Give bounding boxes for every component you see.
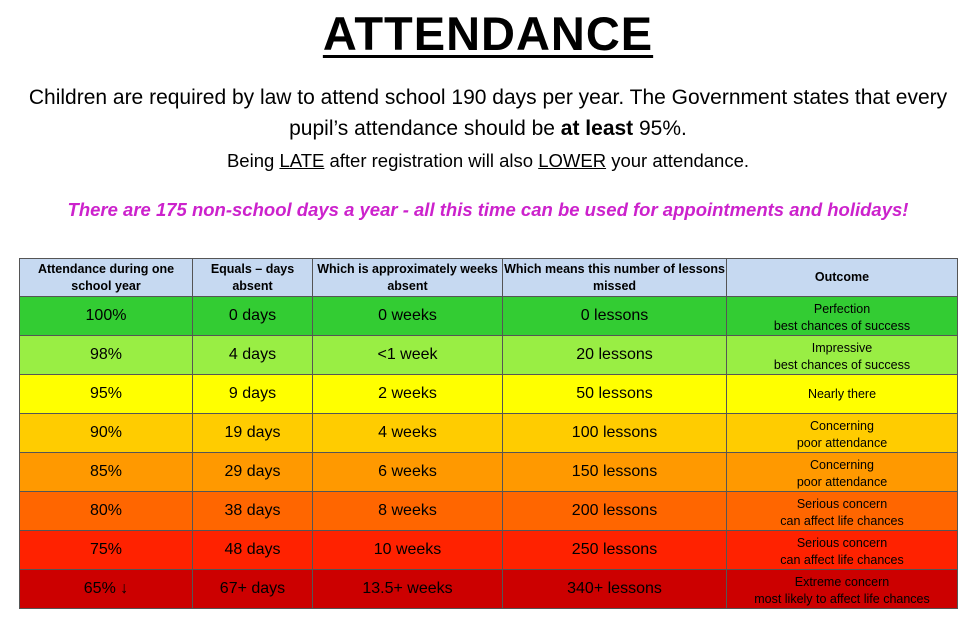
cell-outcome xyxy=(727,570,958,609)
cell-attendance: 90% xyxy=(20,414,193,453)
cell-lessons: 250 lessons xyxy=(503,531,727,570)
cell-outcome xyxy=(727,375,958,414)
lower-word: LOWER xyxy=(538,150,607,171)
cell-lessons: 100 lessons xyxy=(503,414,727,453)
cell-outcome xyxy=(727,297,958,336)
cell-weeks: <1 week xyxy=(313,336,503,375)
cell-days: 9 days xyxy=(193,375,313,414)
late-warning-start: Being xyxy=(226,150,280,171)
cell-attendance: 100% xyxy=(20,297,193,336)
cell-days: 48 days xyxy=(193,531,313,570)
header-weeks-absent: Which is approximately weeks absent xyxy=(313,259,503,297)
cell-days: 0 days xyxy=(193,297,313,336)
late-warning-end: your attendance. xyxy=(606,150,750,171)
cell-days: 38 days xyxy=(193,492,313,531)
attendance-table xyxy=(19,258,958,609)
cell-attendance: 95% xyxy=(20,375,193,414)
outcome-label: Perfection xyxy=(813,302,871,316)
table-row xyxy=(20,375,958,414)
cell-lessons: 50 lessons xyxy=(503,375,727,414)
outcome-label: Concerning xyxy=(810,419,874,433)
cell-weeks: 6 weeks xyxy=(313,453,503,492)
cell-outcome xyxy=(727,414,958,453)
header-outcome: Outcome xyxy=(727,259,958,297)
outcome-detail: Nearly there xyxy=(807,386,877,401)
outcome-detail: can affect life chances xyxy=(780,514,904,528)
cell-days: 67+ days xyxy=(193,570,313,609)
cell-lessons: 20 lessons xyxy=(503,336,727,375)
outcome-detail: can affect life chances xyxy=(780,553,904,567)
outcome-label: Serious concern xyxy=(796,497,888,511)
outcome-label: Extreme concern xyxy=(794,575,890,589)
outcome-detail: poor attendance xyxy=(796,436,888,450)
outcome-detail: most likely to affect life chances xyxy=(754,592,930,606)
outcome-label: Concerning xyxy=(810,458,874,472)
late-warning xyxy=(0,150,976,172)
intro-text-end: 95%. xyxy=(633,117,687,140)
cell-days: 29 days xyxy=(193,453,313,492)
table-row xyxy=(20,492,958,531)
cell-weeks: 0 weeks xyxy=(313,297,503,336)
table-row xyxy=(20,336,958,375)
cell-weeks: 13.5+ weeks xyxy=(313,570,503,609)
cell-weeks: 4 weeks xyxy=(313,414,503,453)
outcome-label: Serious concern xyxy=(796,536,888,550)
cell-weeks: 10 weeks xyxy=(313,531,503,570)
cell-lessons: 150 lessons xyxy=(503,453,727,492)
table-row xyxy=(20,297,958,336)
cell-attendance: 98% xyxy=(20,336,193,375)
outcome-detail: poor attendance xyxy=(796,475,888,489)
cell-attendance: 65% ↓ xyxy=(20,570,193,609)
cell-weeks: 8 weeks xyxy=(313,492,503,531)
table-row xyxy=(20,531,958,570)
table-row xyxy=(20,414,958,453)
intro-text-main: Children are required by law to attend school 190 days per year. The Government states that every pupil’s attendance should be xyxy=(28,86,948,140)
late-word: LATE xyxy=(279,150,325,171)
cell-outcome xyxy=(727,492,958,531)
cell-days: 4 days xyxy=(193,336,313,375)
cell-attendance: 75% xyxy=(20,531,193,570)
cell-outcome xyxy=(727,336,958,375)
outcome-label: Impressive xyxy=(811,341,873,355)
header-lessons-missed: Which means this number of lessons missed xyxy=(503,259,727,297)
table-row xyxy=(20,453,958,492)
intro-text xyxy=(10,82,966,144)
table-header-row xyxy=(20,259,958,297)
cell-outcome xyxy=(727,531,958,570)
header-attendance: Attendance during one school year xyxy=(20,259,193,297)
page-title: ATTENDANCE xyxy=(322,7,654,60)
non-school-days-note: There are 175 non-school days a year - all this time can be used for appointments and holidays! xyxy=(67,199,909,220)
cell-lessons: 0 lessons xyxy=(503,297,727,336)
cell-attendance: 85% xyxy=(20,453,193,492)
cell-weeks: 2 weeks xyxy=(313,375,503,414)
outcome-detail: best chances of success xyxy=(773,319,911,333)
cell-lessons: 200 lessons xyxy=(503,492,727,531)
cell-attendance: 80% xyxy=(20,492,193,531)
intro-text-emphasis: at least xyxy=(560,117,634,140)
table-row xyxy=(20,570,958,609)
header-days-absent: Equals – days absent xyxy=(193,259,313,297)
cell-lessons: 340+ lessons xyxy=(503,570,727,609)
cell-outcome xyxy=(727,453,958,492)
late-warning-middle: after registration will also xyxy=(324,150,539,171)
outcome-detail: best chances of success xyxy=(773,358,911,372)
cell-days: 19 days xyxy=(193,414,313,453)
